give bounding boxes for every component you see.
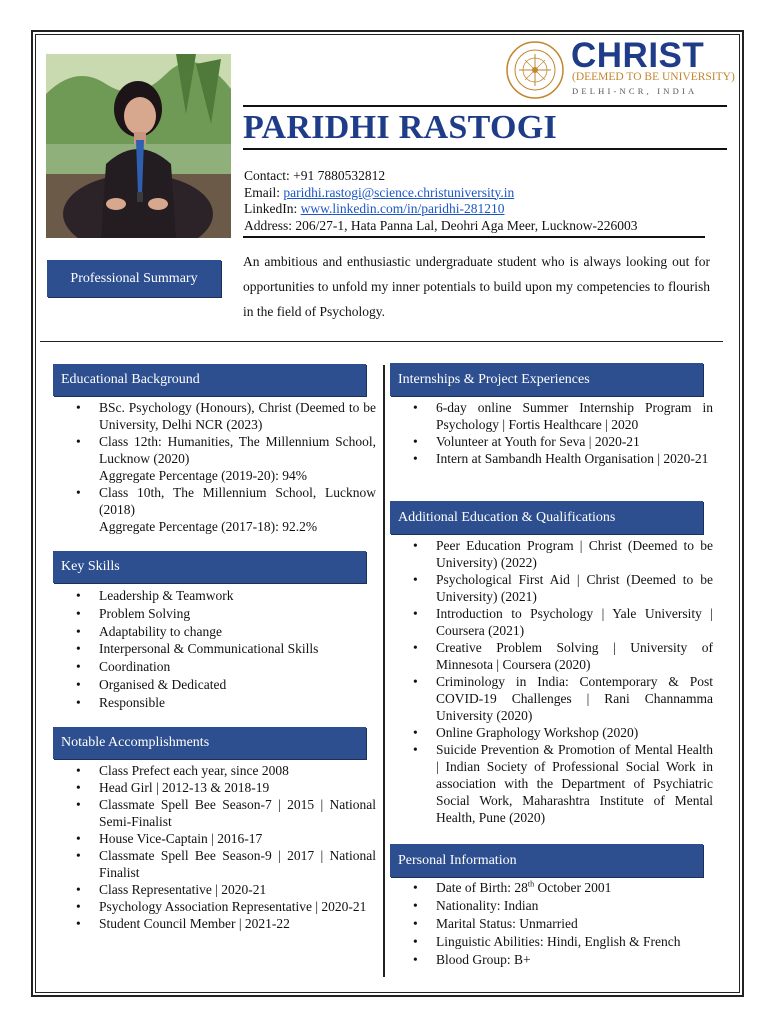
horizontal-divider <box>40 341 723 342</box>
contact-address: Address: 206/27-1, Hata Panna Lal, Deohri Aga Meer, Lucknow-226003 <box>244 217 638 233</box>
skills-list <box>74 587 376 712</box>
university-seal-icon <box>505 40 565 100</box>
linkedin-link[interactable]: www.linkedin.com/in/paridhi-281210 <box>300 201 505 216</box>
list-item: • Peer Education Program | Christ (Deemed to be University) (2022) <box>411 537 713 571</box>
education-list <box>74 399 376 535</box>
list-item: • Online Graphology Workshop (2020) <box>411 724 713 741</box>
list-item: • Class 12th: Humanities, The Millennium School, Lucknow (2020) Aggregate Percentage (2019-20): 94% <box>74 433 376 484</box>
column-divider <box>383 365 385 977</box>
list-item: • Leadership & Teamwork <box>74 587 376 605</box>
list-item: • Interpersonal & Communicational Skills <box>74 640 376 658</box>
list-item: • Intern at Sambandh Health Organisation | 2020-21 <box>411 450 713 467</box>
section-heading-accomplishments: Notable Accomplishments <box>53 727 366 759</box>
list-item: • Nationality: Indian <box>411 897 713 915</box>
list-item: • Problem Solving <box>74 605 376 623</box>
section-heading-personal-information: Personal Information <box>390 844 703 877</box>
contact-details <box>244 168 714 234</box>
list-item: • BSc. Psychology (Honours), Christ (Deemed to be University, Delhi NCR (2023) <box>74 399 376 433</box>
list-item: • Volunteer at Youth for Seva | 2020-21 <box>411 433 713 450</box>
list-item: • Psychological First Aid | Christ (Deemed to be University) (2021) <box>411 571 713 605</box>
email-link[interactable]: paridhi.rastogi@science.christuniversity.in <box>283 184 515 200</box>
list-item: • Criminology in India: Contemporary & Post COVID-19 Challenges | Rani Channamma University (2020) <box>411 673 713 724</box>
list-item: • Organised & Dedicated <box>74 676 376 694</box>
section-heading-internships: Internships & Project Experiences <box>390 363 703 396</box>
internships-list <box>411 399 713 467</box>
university-location: DELHI-NCR, INDIA <box>572 86 698 96</box>
personal-information-list <box>411 879 713 969</box>
list-item: • Psychology Association Representative | 2020-21 <box>74 898 376 915</box>
contact-linkedin: LinkedIn: www.linkedin.com/in/paridhi-281210 <box>244 201 505 216</box>
list-item: • Introduction to Psychology | Yale University | Coursera (2021) <box>411 605 713 639</box>
list-item: • Responsible <box>74 694 376 712</box>
list-item: • Marital Status: Unmarried <box>411 915 713 933</box>
list-item: • Classmate Spell Bee Season-9 | 2017 | National Finalist <box>74 847 376 881</box>
address-underline <box>243 236 705 238</box>
contact-phone: Contact: +91 7880532812 <box>244 168 386 183</box>
university-subtitle: (DEEMED TO BE UNIVERSITY) <box>572 71 735 83</box>
list-item: • Suicide Prevention & Promotion of Mental Health | Indian Society of Professional Social Work in association with the Department of Psychiatric Social Work, Maharashtra Institute of Mental Health, Pune (2020) <box>411 741 713 826</box>
section-heading-professional-summary: Professional Summary <box>47 260 221 297</box>
accomplishments-list <box>74 762 376 932</box>
list-item: • 6-day online Summer Internship Program in Psychology | Fortis Healthcare | 2020 <box>411 399 713 433</box>
section-heading-education: Educational Background <box>53 364 366 396</box>
section-heading-additional-education: Additional Education & Qualifications <box>390 501 703 534</box>
list-item: • Class Representative | 2020-21 <box>74 881 376 898</box>
profile-photo <box>46 54 231 238</box>
list-item: • Class Prefect each year, since 2008 <box>74 762 376 779</box>
list-item: • Head Girl | 2012-13 & 2018-19 <box>74 779 376 796</box>
list-item: • Class 10th, The Millennium School, Lucknow (2018) Aggregate Percentage (2017-18): 92.2% <box>74 484 376 535</box>
list-item: • Student Council Member | 2021-22 <box>74 915 376 932</box>
university-name: CHRIST <box>571 36 705 75</box>
list-item: • House Vice-Captain | 2016-17 <box>74 830 376 847</box>
contact-email: Email: paridhi.rastogi@science.christuniversity.in <box>244 184 515 200</box>
name-rule-bottom <box>243 148 727 150</box>
list-item: • Blood Group: B+ <box>411 951 713 969</box>
university-logo <box>505 36 735 102</box>
list-item: • Linguistic Abilities: Hindi, English & French <box>411 933 713 951</box>
candidate-name: PARIDHI RASTOGI <box>243 109 558 146</box>
professional-summary-text: An ambitious and enthusiastic undergraduate student who is always looking out for opportunities to unfold my inner potentials to build upon my competencies to flourish in the field of Psychology. <box>243 254 710 319</box>
list-item: • Creative Problem Solving | University of Minnesota | Coursera (2020) <box>411 639 713 673</box>
additional-education-list <box>411 537 713 826</box>
section-heading-key-skills: Key Skills <box>53 551 366 583</box>
list-item: • Coordination <box>74 658 376 676</box>
name-rule-top <box>243 105 727 107</box>
list-item: • Classmate Spell Bee Season-7 | 2015 | National Semi-Finalist <box>74 796 376 830</box>
list-item-date-of-birth: • Date of Birth: 28th October 2001 <box>411 879 713 897</box>
list-item: • Adaptability to change <box>74 623 376 641</box>
